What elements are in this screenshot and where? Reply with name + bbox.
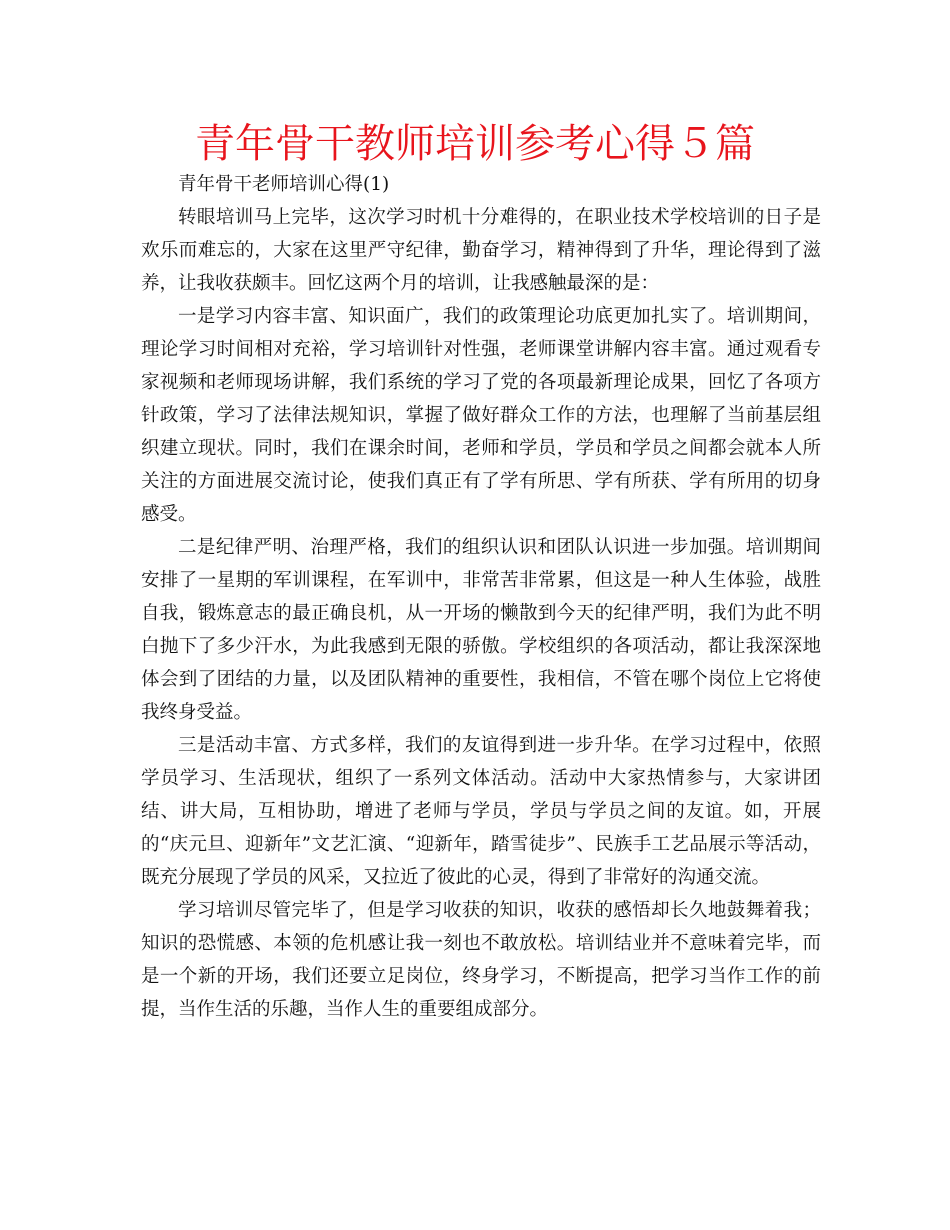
document-title: 青年骨干教师培训参考心得５篇: [195, 121, 755, 167]
paragraph-conclusion: 学习培训尽管完毕了，但是学习收获的知识，收获的感悟却长久地鼓舞着我；知识的恐慌感、本领的危机感让我一刻也不敢放松。培训结业并不意味着完毕，而是一个新的开场，我们还要立足岗位，终身学习，不断提高，把学习当作工作的前提，当作生活的乐趣，当作人生的重要组成部分。: [141, 900, 821, 1020]
paragraph-point-one: 一是学习内容丰富、知识面广，我们的政策理论功底更加扎实了。培训期间，理论学习时间相对充裕，学习培训针对性强，老师课堂讲解内容丰富。通过观看专家视频和老师现场讲解，我们系统的学习了党的各项最新理论成果，回忆了各项方针政策，学习了法律法规知识，掌握了做好群众工作的方法，也理解了当前基层组织建立现状。同时，我们在课余时间，老师和学员，学员和学员之间都会就本人所关注的方面进展交流讨论，使我们真正有了学有所思、学有所获、学有所用的切身感受。: [141, 306, 821, 525]
document-body: [141, 168, 821, 1026]
paragraph-point-two: 二是纪律严明、治理严格，我们的组织认识和团队认识进一步加强。培训期间安排了一星期的军训课程，在军训中，非常苦非常累，但这是一种人生体验，战胜自我，锻炼意志的最正确良机，从一开场的懒散到今天的纪律严明，我们为此不明白抛下了多少汗水，为此我感到无限的骄傲。学校组织的各项活动，都让我深深地体会到了团结的力量，以及团队精神的重要性，我相信，不管在哪个岗位上它将使我终身受益。: [141, 537, 821, 723]
section-subtitle: 青年骨干老师培训心得(1): [178, 174, 390, 195]
paragraph-point-three: 三是活动丰富、方式多样，我们的友谊得到进一步升华。在学习过程中，依照学员学习、生活现状，组织了一系列文体活动。活动中大家热情参与，大家讲团结、讲大局，互相协助，增进了老师与学员，学员与学员之间的友谊。如，开展的“庆元旦、迎新年”文艺汇演、“迎新年，踏雪徒步”、民族手工艺品展示等活动，既充分展现了学员的风采，又拉近了彼此的心灵，得到了非常好的沟通交流。: [141, 735, 821, 888]
paragraph-intro: 转眼培训马上完毕，这次学习时机十分难得的，在职业技术学校培训的日子是欢乐而难忘的，大家在这里严守纪律，勤奋学习，精神得到了升华，理论得到了滋养，让我收获颇丰。回忆这两个月的培训，让我感触最深的是：: [141, 207, 821, 294]
